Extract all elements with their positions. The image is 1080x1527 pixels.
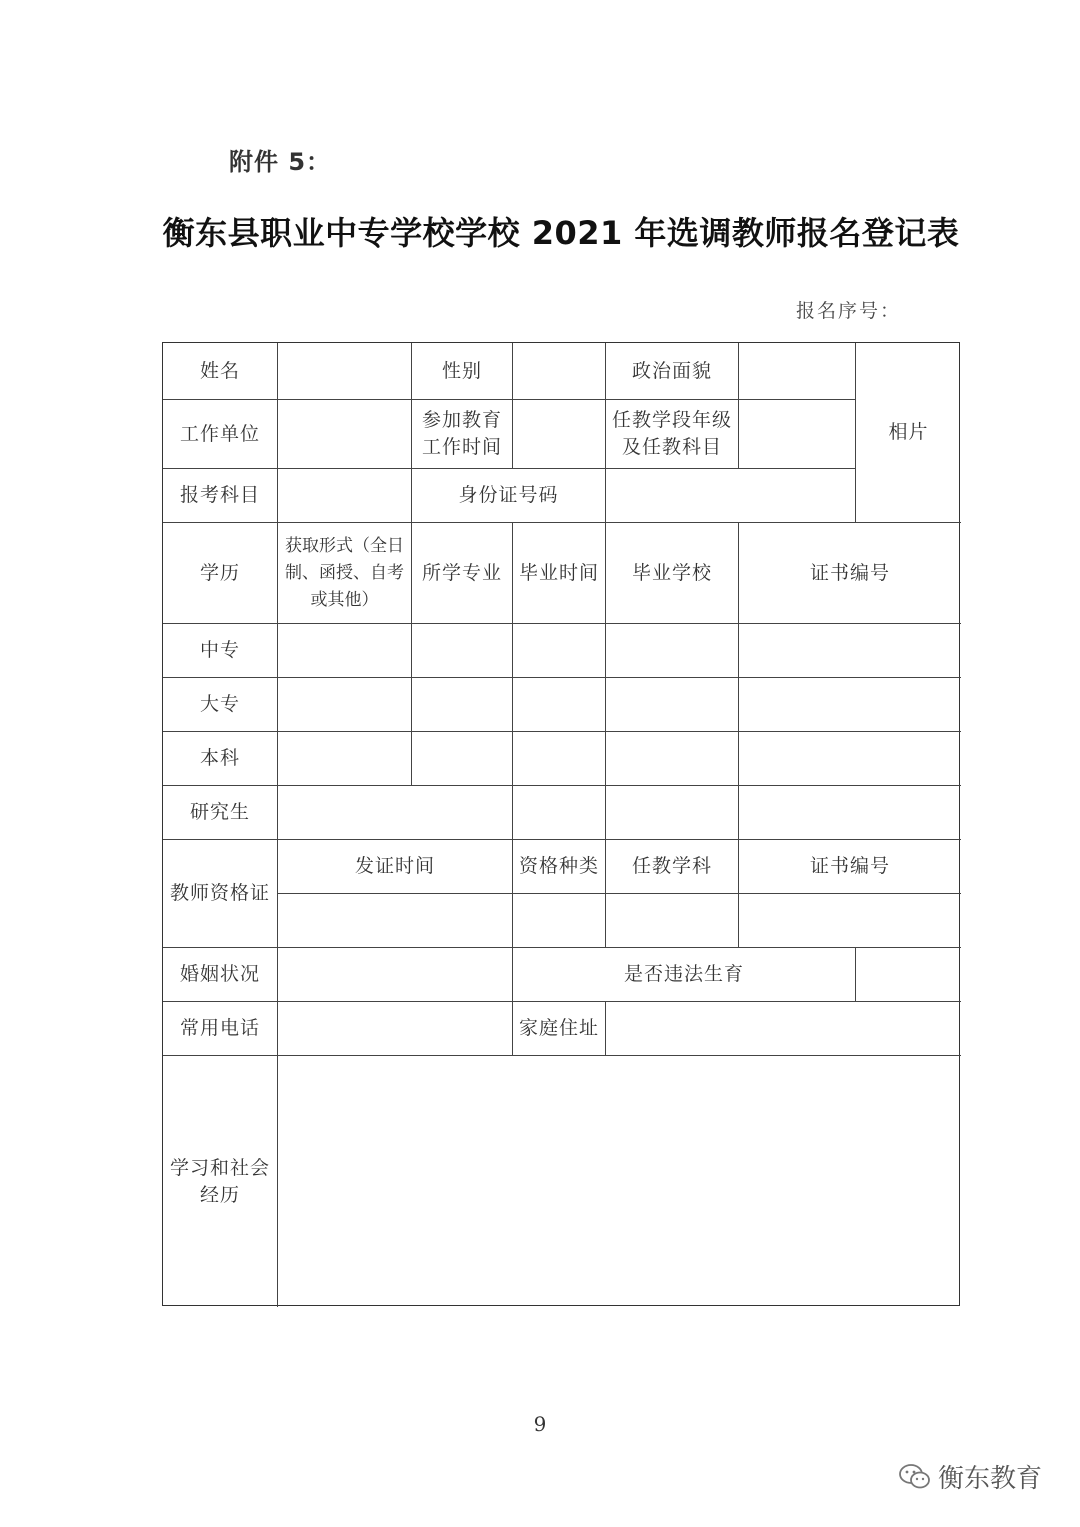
wechat-icon [898, 1462, 932, 1492]
education-level-label: 大专 [199, 693, 240, 715]
illegal-birth-label: 是否违法生育 [623, 963, 744, 985]
teaching-grade-label: 任教学段年级及任教科目 [612, 409, 733, 458]
qualification-type-header: 资格种类 [518, 855, 599, 877]
work-unit-label: 工作单位 [179, 422, 260, 445]
teacher-cert-label: 教师资格证 [169, 882, 270, 904]
home-address-label: 家庭住址 [518, 1017, 599, 1039]
registration-form [162, 342, 960, 1306]
row-divider [278, 893, 961, 894]
certificate-number-header: 证书编号 [809, 561, 890, 584]
education-level-label: 研究生 [189, 801, 250, 823]
row-divider [163, 677, 961, 678]
illegal-birth-field[interactable] [856, 948, 961, 1001]
attachment-label: 附件 5： [229, 148, 332, 176]
education-level-label: 本科 [199, 747, 240, 769]
political-status-field[interactable] [739, 343, 855, 399]
acquisition-mode-header: 获取形式（全日制、函授、自考或其他） [285, 535, 404, 610]
row-divider [163, 785, 961, 786]
watermark [898, 1458, 1042, 1495]
row-divider [163, 623, 961, 624]
teaching-grade-field[interactable] [739, 400, 855, 468]
cert-number-header: 证书编号 [809, 855, 890, 877]
education-label: 学历 [199, 561, 240, 584]
gender-label: 性别 [441, 359, 482, 382]
name-label: 姓名 [199, 359, 240, 382]
page-number: 9 [533, 1412, 547, 1436]
start-work-label: 参加教育工作时间 [421, 409, 502, 458]
graduation-time-header: 毕业时间 [518, 561, 599, 584]
experience-label: 学习和社会经历 [169, 1156, 270, 1206]
issue-time-header: 发证时间 [354, 855, 435, 877]
home-address-field[interactable] [606, 1002, 961, 1055]
marital-status-field[interactable] [278, 948, 512, 1001]
watermark-text: 衡东教育 [938, 1464, 1043, 1494]
phone-field[interactable] [278, 1002, 512, 1055]
row-divider [163, 731, 961, 732]
phone-label: 常用电话 [179, 1017, 260, 1039]
experience-field[interactable] [278, 1056, 961, 1307]
teaching-subject-header: 任教学科 [631, 855, 712, 877]
political-status-label: 政治面貌 [631, 359, 712, 382]
major-header: 所学专业 [421, 561, 502, 584]
marital-status-label: 婚姻状况 [179, 963, 260, 985]
exam-subject-label: 报考科目 [179, 484, 260, 506]
id-number-field[interactable] [606, 469, 855, 522]
gender-field[interactable] [513, 343, 605, 399]
name-field[interactable] [278, 343, 411, 399]
form-title: 衡东县职业中专学校学校 2021 年选调教师报名登记表 [162, 214, 960, 252]
registration-number-label: 报名序号： [796, 300, 902, 322]
graduation-school-header: 毕业学校 [631, 561, 712, 584]
exam-subject-field[interactable] [278, 469, 411, 522]
photo-box[interactable]: 相片 [888, 421, 929, 443]
education-level-label: 中专 [199, 639, 240, 661]
id-number-label: 身份证号码 [458, 484, 559, 506]
work-unit-field[interactable] [278, 400, 411, 468]
start-work-field[interactable] [513, 400, 605, 468]
